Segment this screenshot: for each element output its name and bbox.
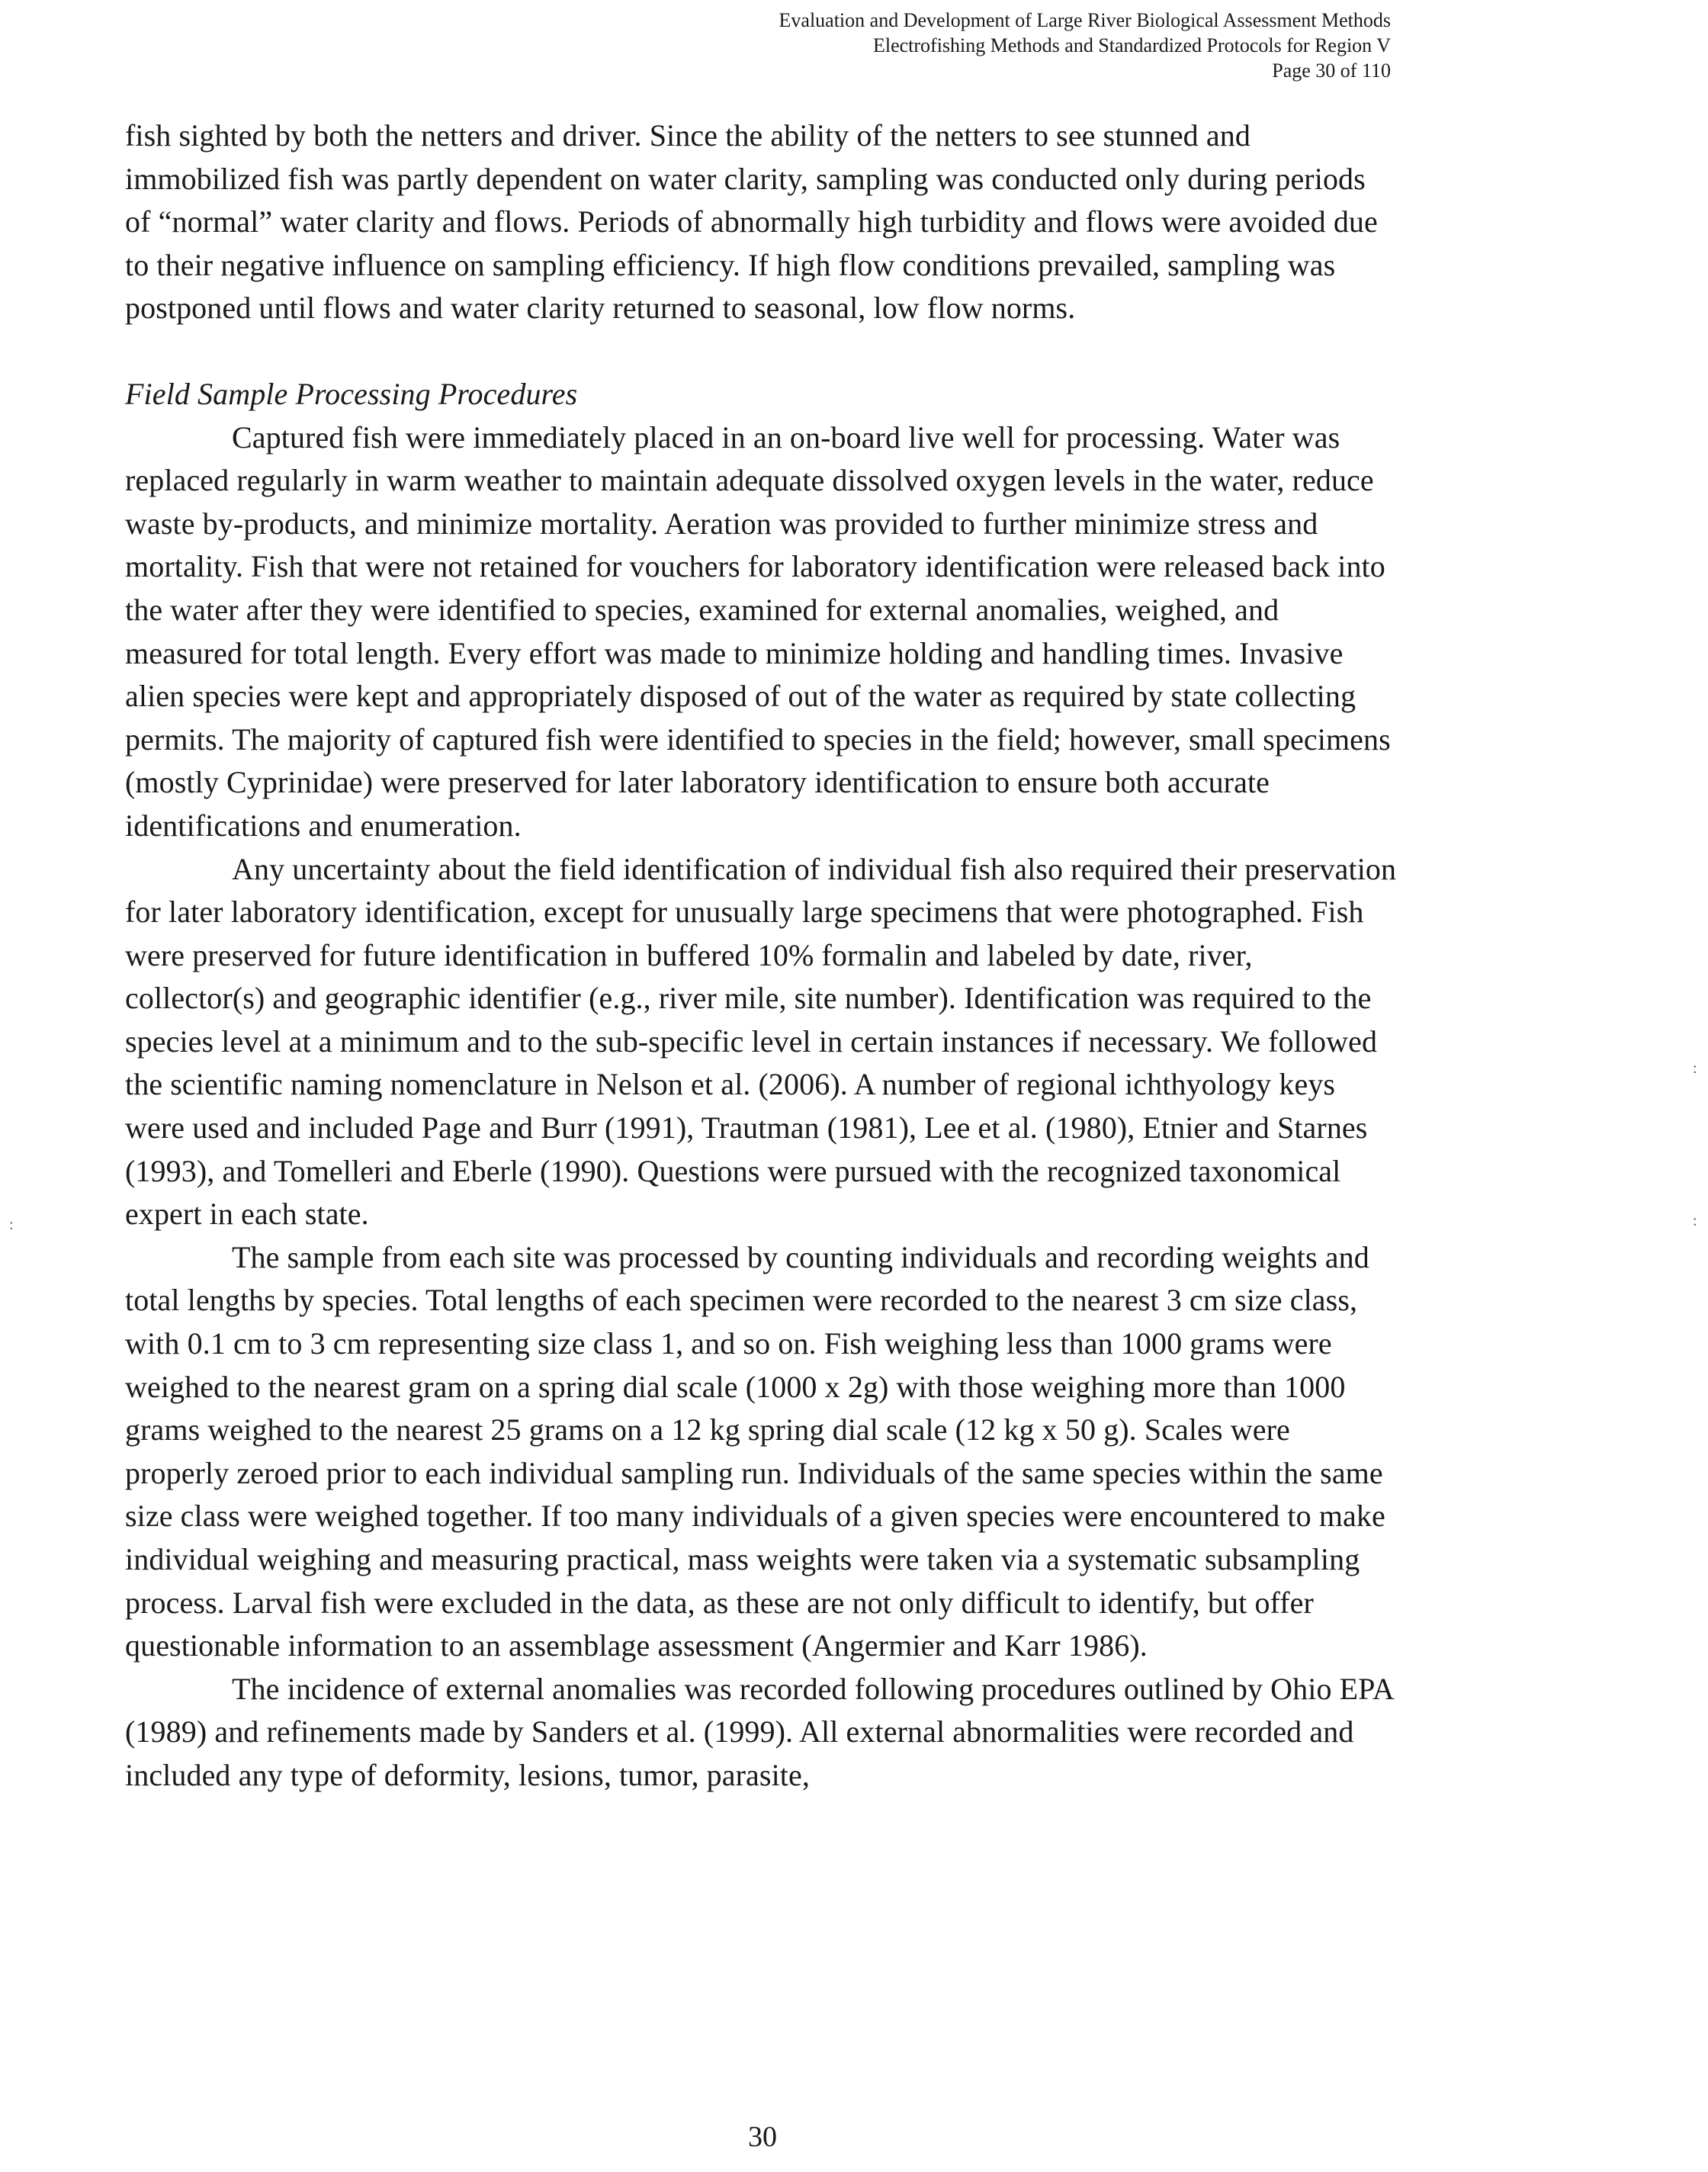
running-header [779,8,1391,83]
section-heading: Field Sample Processing Procedures [125,376,578,411]
paragraph-continued: fish sighted by both the netters and driver. Since the ability of the netters to see stunned and immobilized fish was partly dependent on water clarity, sampling was conducted only during periods of “normal” water clarity and flows. Periods of abnormally high turbidity and flows were avoided due to their negative influence on sampling efficiency. If high flow conditions prevailed, sampling was postponed until flows and water clarity returned to seasonal, low flow norms. [125,118,1378,326]
header-subtitle-line: Electrofishing Methods and Standardized Protocols for Region V [872,34,1391,56]
scan-mark: : [9,1216,14,1233]
scan-mark: : [1693,1060,1697,1077]
paragraph: Captured fish were immediately placed in an on-board live well for processing. Water was replaced regularly in warm weather to maintain adequate dissolved oxygen levels in the water, reduce waste by-products, and minimize mortality. Aeration was provided to further minimize stress and mortality. Fish that were not retained for vouchers for laboratory identification were released back into the water after they were identified to species, examined for external anomalies, weighed, and measured for total length. Every effort was made to minimize holding and handling times. Invasive alien species were kept and appropriately disposed of out of the water as required by state collecting permits. The majority of captured fish were identified to species in the field; however, small specimens (mostly Cyprinidae) were preserved for later laboratory identification to ensure both accurate identifications and enumeration. [125,419,1391,843]
header-title-line: Evaluation and Development of Large River Biological Assessment Methods [779,9,1391,31]
page-number: 30 [748,2121,777,2153]
paragraph: The incidence of external anomalies was recorded following procedures outlined by Ohio EPA (1989) and refinements made by Sanders et al. (1999). All external abnormalities were recorded and included any type of deformity, lesions, tumor, parasite, [125,1671,1393,1792]
paragraph: Any uncertainty about the field identification of individual fish also required their preservation for later laboratory identification, except for unusually large specimens that were photographed. Fish were preserved for future identification in buffered 10% formalin and labeled by date, river, collector(s) and geographic identifier (e.g., river mile, site number). Identification was required to the species level at a minimum and to the sub-specific level in certain instances if necessary. We followed the scientific naming nomenclature in Nelson et al. (2006). A number of regional ichthyology keys were used and included Page and Burr (1991), Trautman (1981), Lee et al. (1980), Etnier and Starnes (1993), and Tomelleri and Eberle (1990). Questions were pursued with the recognized taxonomical expert in each state. [125,851,1397,1232]
body-text [125,114,1398,1798]
scan-mark: : [1693,1213,1697,1229]
header-page-count: Page 30 of 110 [1272,59,1391,82]
paragraph: The sample from each site was processed by counting individuals and recording weights and total lengths by species. Total lengths of each specimen were recorded to the nearest 3 cm size class, with 0.1 cm to 3 cm representing size class 1, and so on. Fish weighing less than 1000 grams were weighed to the nearest gram on a spring dial scale (1000 x 2g) with those weighing more than 1000 grams weighed to the nearest 25 grams on a 12 kg spring dial scale (12 kg x 50 g). Scales were properly zeroed prior to each individual sampling run. Individuals of the same species within the same size class were weighed together. If too many individuals of a given species were encountered to make individual weighing and measuring practical, mass weights were taken via a systematic subsampling process. Larval fish were excluded in the data, as these are not only difficult to identify, but offer questionable information to an assemblage assessment (Angermier and Karr 1986). [125,1239,1385,1663]
